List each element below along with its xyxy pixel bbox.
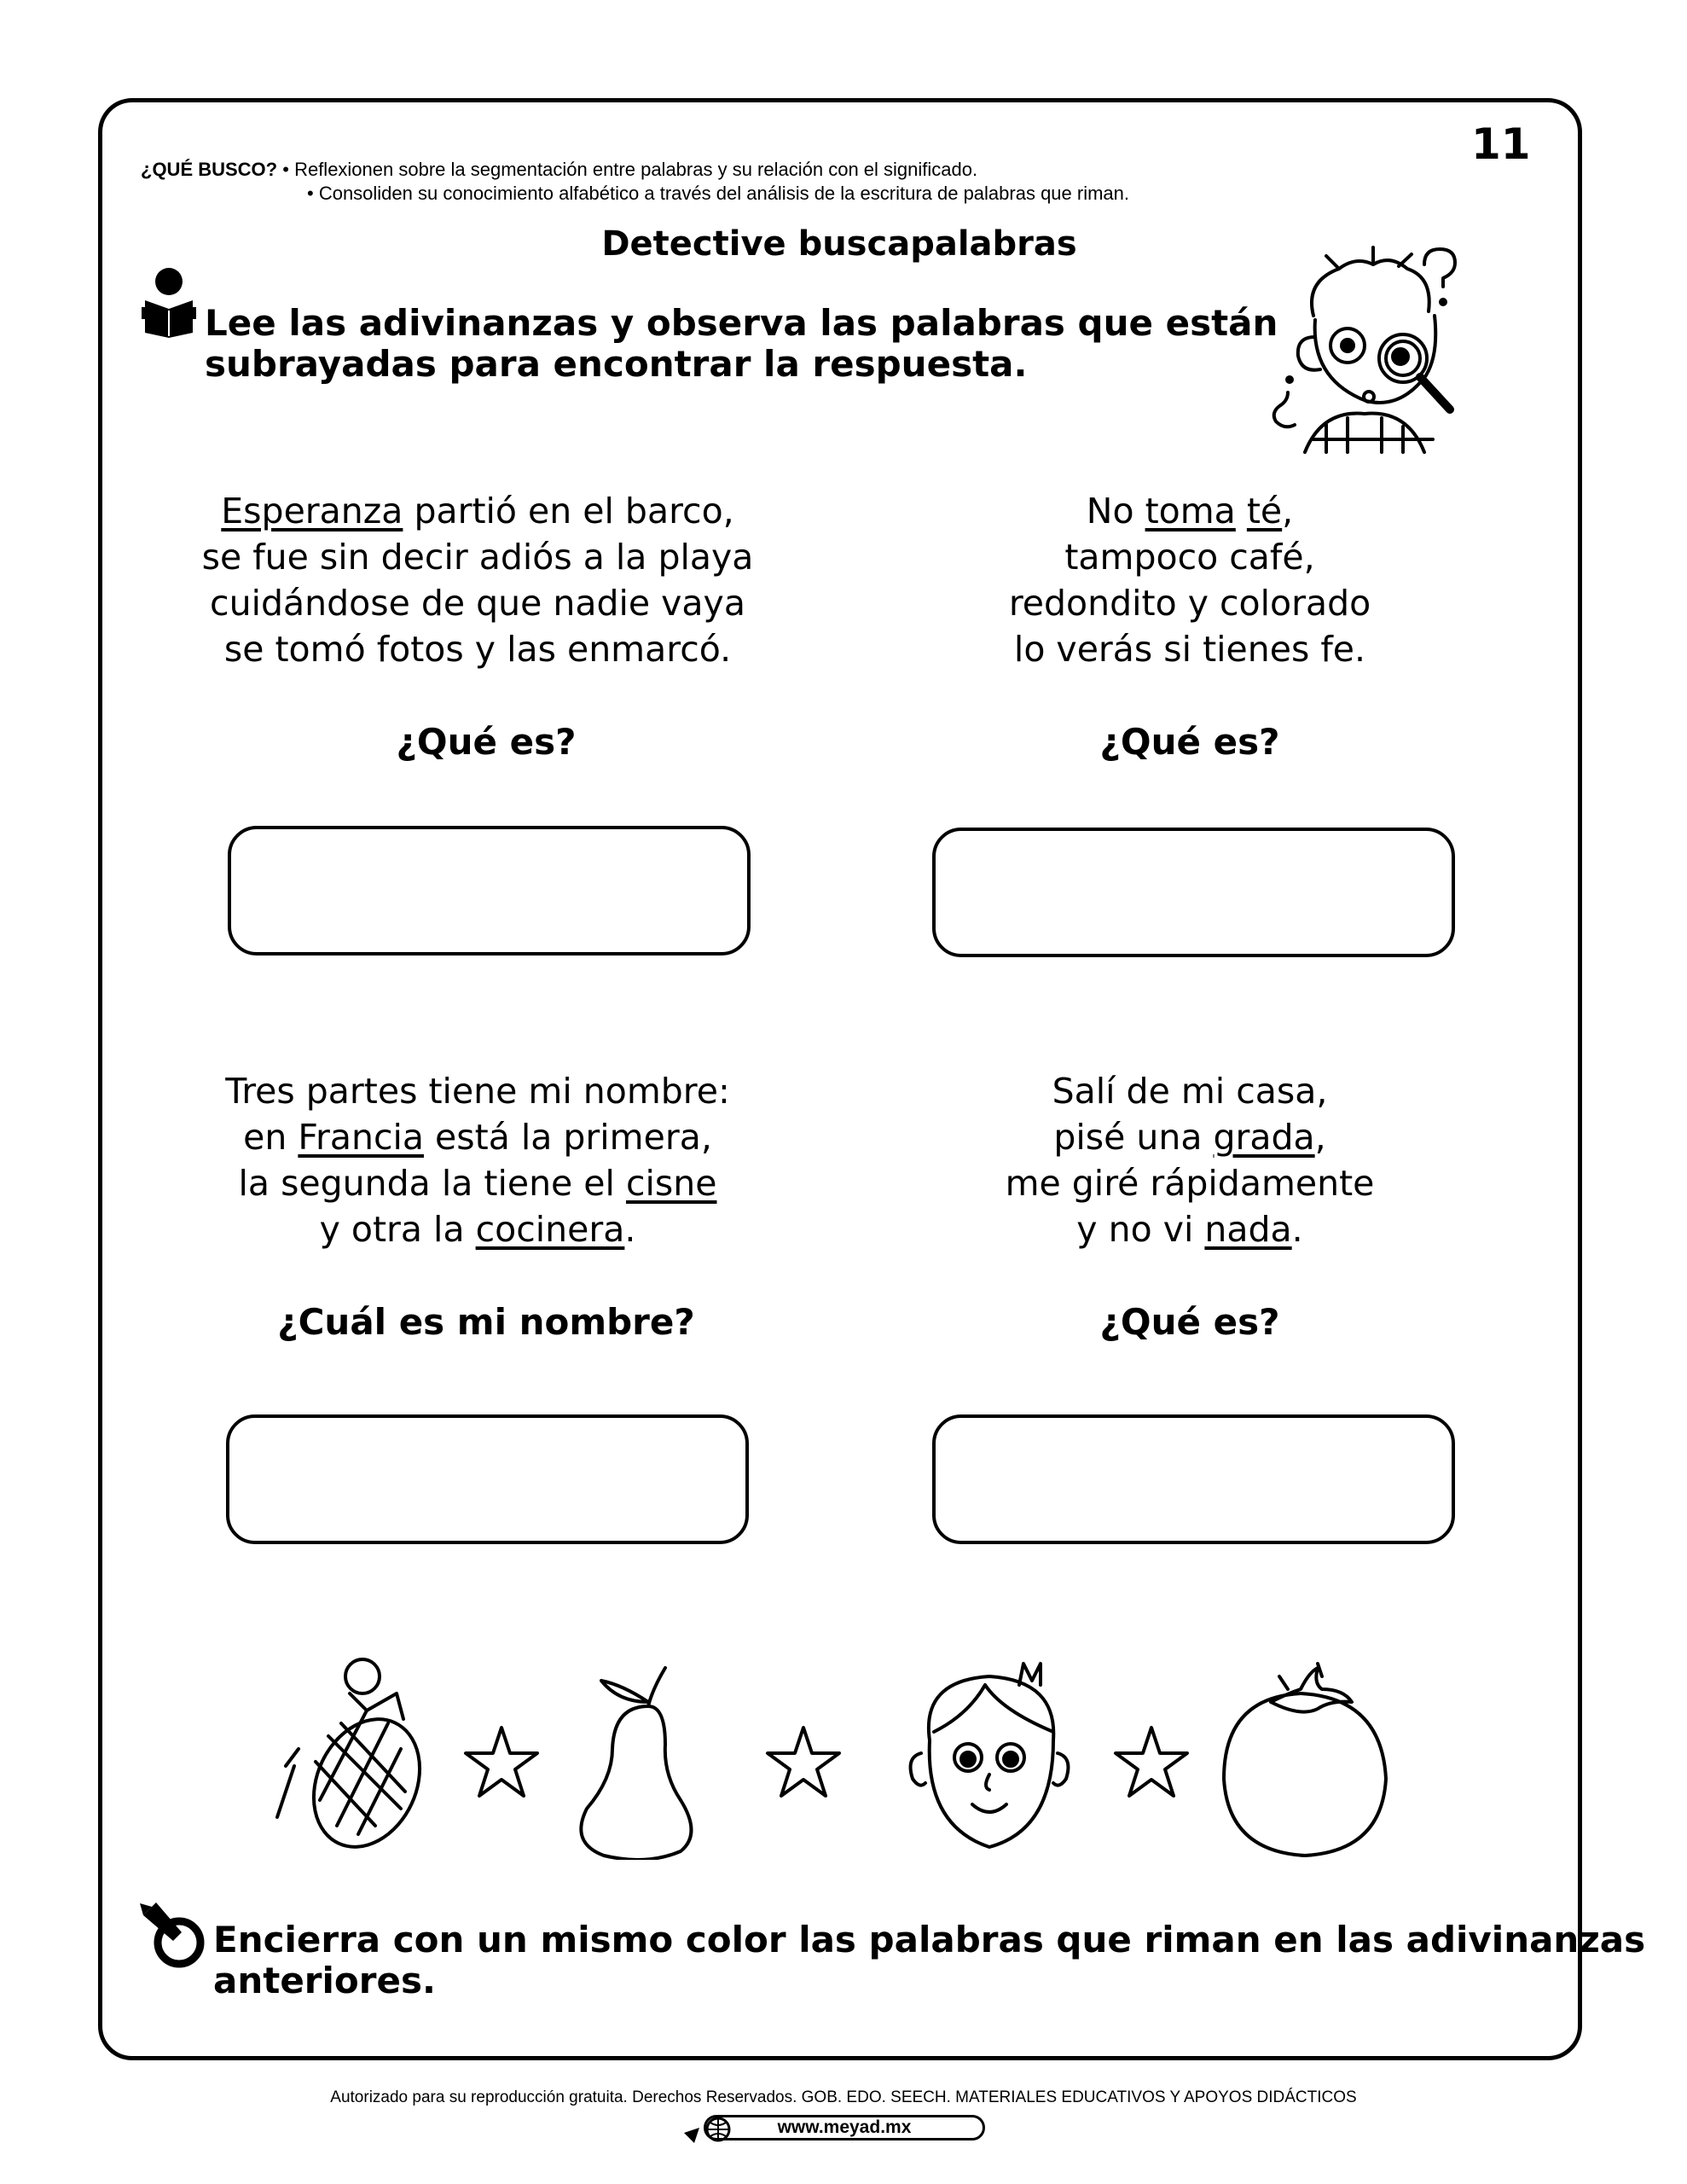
riddle-4-question: ¿Qué es? — [1099, 1301, 1280, 1343]
star-icon — [1116, 1728, 1187, 1796]
learning-goals — [141, 158, 1129, 206]
riddle-text: y no vi — [1076, 1209, 1205, 1250]
riddle-4 — [891, 1068, 1488, 1252]
page-number: 11 — [1471, 119, 1531, 169]
answer-box-1[interactable] — [228, 826, 751, 956]
footer-copyright: Autorizado para su reproducción gratuita. Derechos Reservados. GOB. EDO. SEECH. MATERIALES EDUCATIVOS Y APOYOS DIDÁCTICOS — [330, 2088, 1357, 2106]
riddle-2 — [891, 488, 1488, 672]
riddle-text: la segunda la tiene el — [238, 1163, 626, 1204]
riddle-text: partió en el barco, — [403, 491, 734, 531]
underlined-word: nada — [1204, 1209, 1292, 1250]
picture-row — [0, 1655, 1687, 1860]
riddle-3 — [162, 1068, 793, 1252]
answer-box-3[interactable] — [226, 1414, 749, 1544]
grenade-icon — [277, 1659, 440, 1860]
riddle-text: . — [624, 1209, 636, 1250]
riddle-3-question: ¿Cuál es mi nombre? — [277, 1301, 695, 1343]
instruction-line-2: subrayadas para encontrar la respuesta. — [205, 343, 1028, 385]
riddle-text: pisé una — [1053, 1117, 1214, 1158]
tomato-icon — [1224, 1664, 1386, 1856]
underlined-word: té — [1246, 491, 1283, 531]
riddle-text: , — [1314, 1117, 1326, 1158]
riddle-3-line-4 — [162, 1206, 793, 1252]
star-icon — [768, 1728, 839, 1796]
pear-icon — [581, 1668, 691, 1860]
riddle-4-line-1: Salí de mi casa, — [1052, 1071, 1328, 1112]
underlined-word: grada — [1213, 1117, 1315, 1158]
riddle-4-line-4 — [891, 1206, 1488, 1252]
riddle-1-line-1 — [162, 488, 793, 534]
riddle-2-line-3: redondito y colorado — [1008, 583, 1371, 624]
riddle-3-line-1: Tres partes tiene mi nombre: — [225, 1071, 730, 1112]
instruction-line-1: Lee las adivinanzas y observa las palabras que están — [205, 302, 1278, 344]
riddle-3-line-2 — [162, 1114, 793, 1160]
riddle-3-line-3 — [162, 1160, 793, 1206]
riddle-text: en — [243, 1117, 299, 1158]
riddle-text — [1236, 491, 1247, 531]
goal-item-1: • Reflexionen sobre la segmentación entre palabras y su relación con el significado. — [282, 159, 978, 180]
riddle-1-line-3: cuidándose de que nadie vaya — [210, 583, 745, 624]
instruction2-line-2: anteriores. — [213, 1960, 436, 2001]
riddle-text: , — [1282, 491, 1294, 531]
goals-label: ¿QUÉ BUSCO? — [141, 159, 278, 180]
riddle-text: . — [1291, 1209, 1303, 1250]
riddle-text: está la primera, — [424, 1117, 712, 1158]
riddle-2-line-1 — [891, 488, 1488, 534]
star-icon — [466, 1728, 537, 1796]
riddle-1-question: ¿Qué es? — [396, 721, 577, 763]
underlined-word: toma — [1145, 491, 1236, 531]
detective-boy-icon — [1254, 239, 1493, 461]
answer-box-4[interactable] — [932, 1414, 1455, 1544]
website-link[interactable]: www.meyad.mx — [704, 2115, 985, 2140]
underlined-word: Esperanza — [221, 491, 403, 531]
riddle-2-line-2: tampoco café, — [1064, 537, 1315, 578]
instruction2-line-1: Encierra con un mismo color las palabras que riman en las adivinanzas — [213, 1919, 1646, 1960]
riddle-1-line-2: se fue sin decir adiós a la playa — [201, 537, 754, 578]
riddle-text: No — [1086, 491, 1145, 531]
underlined-word: cisne — [625, 1163, 717, 1204]
riddle-4-line-3: me giré rápidamente — [1005, 1163, 1375, 1204]
riddle-1-line-4: se tomó fotos y las enmarcó. — [223, 629, 732, 670]
riddle-2-line-4: lo verás si tienes fe. — [1013, 629, 1366, 670]
underlined-word: Francia — [298, 1117, 424, 1158]
reading-person-icon — [136, 266, 200, 339]
worksheet-title: Detective buscapalabras — [601, 224, 1077, 264]
boy-face-icon — [911, 1664, 1069, 1847]
riddle-1 — [162, 488, 793, 672]
riddle-text: y otra la — [319, 1209, 476, 1250]
pencil-icon — [136, 1898, 213, 1975]
riddle-2-question: ¿Qué es? — [1099, 721, 1280, 763]
goal-item-2: • Consoliden su conocimiento alfabético a través del análisis de la escritura de palabras que riman. — [307, 183, 1130, 204]
answer-box-2[interactable] — [932, 828, 1455, 957]
instruction-read — [205, 303, 1278, 385]
riddle-4-line-2 — [891, 1114, 1488, 1160]
instruction-rhymes — [213, 1920, 1645, 2001]
underlined-word: cocinera — [475, 1209, 625, 1250]
